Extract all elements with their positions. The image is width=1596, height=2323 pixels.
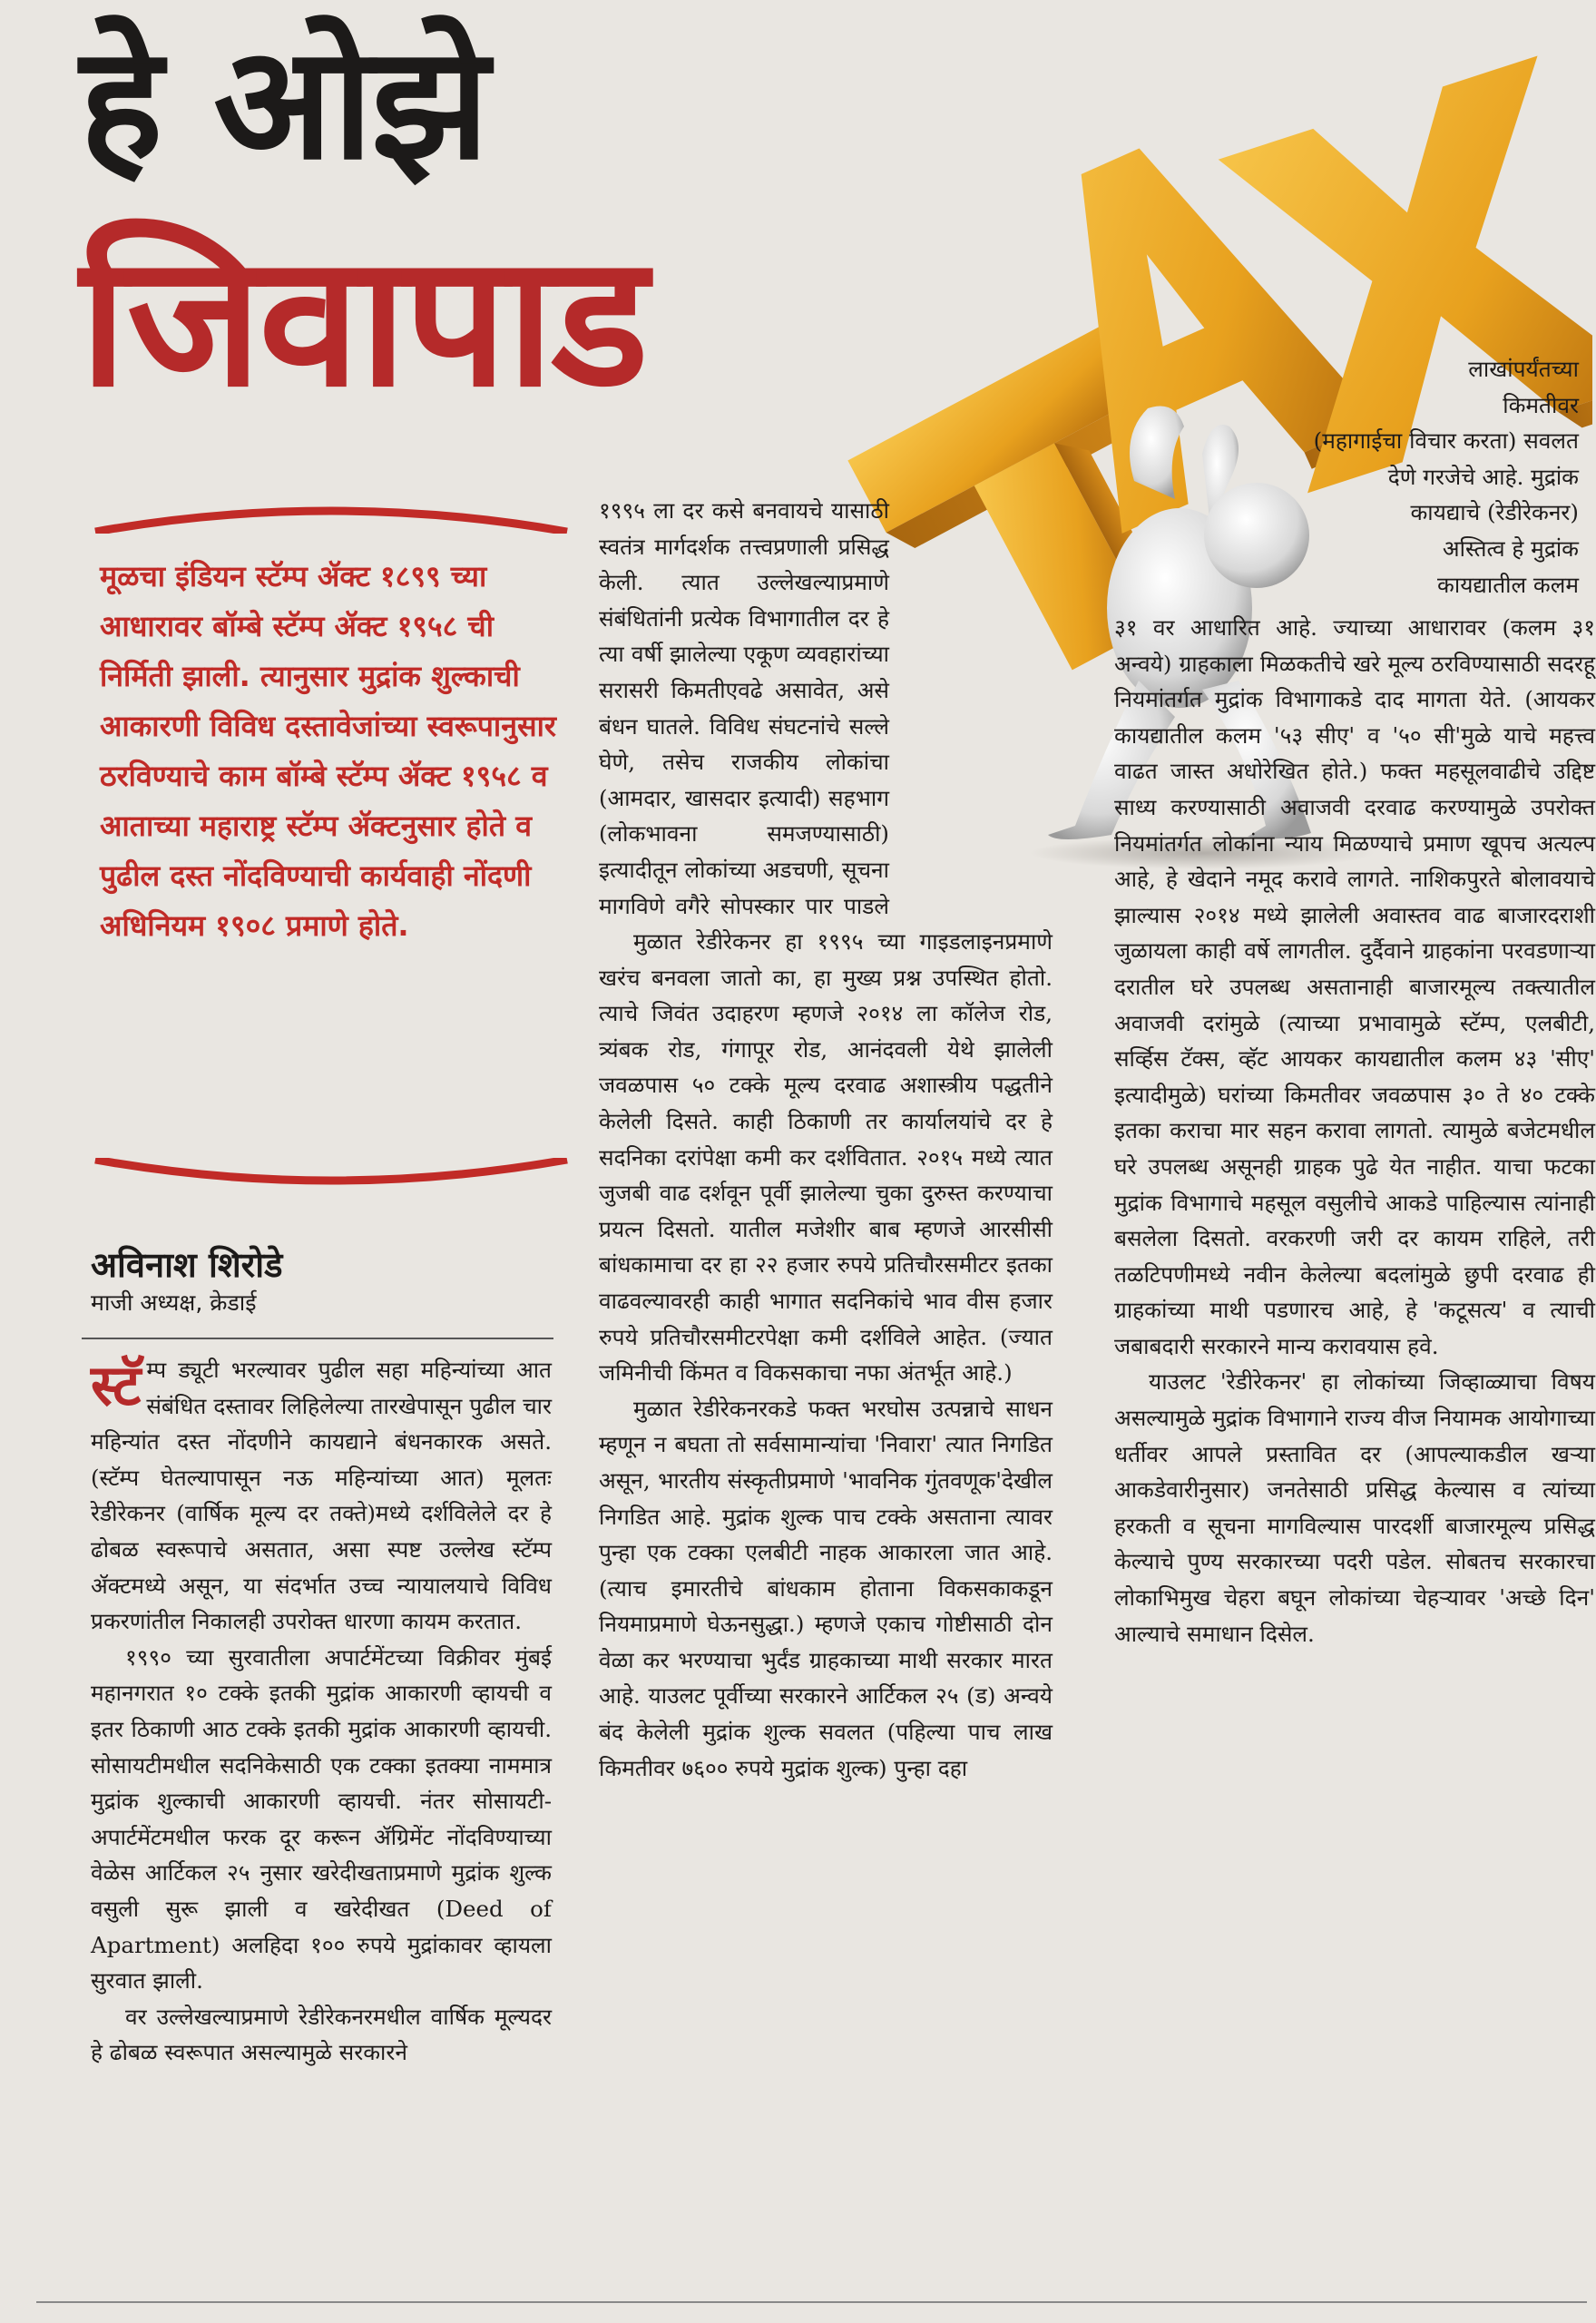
line: अस्तित्व हे मुद्रांक bbox=[1442, 534, 1579, 562]
intro-top-arc bbox=[91, 497, 572, 534]
headline-line-1: हे ओझे bbox=[80, 12, 488, 194]
column-3-top-lines bbox=[1143, 351, 1579, 603]
line: कायद्याचे (रेडीरेकनर) bbox=[1410, 499, 1579, 526]
line: (महागाईचा विचार करता) सवलत bbox=[1313, 427, 1579, 455]
line: किमतीवर bbox=[1503, 391, 1579, 418]
paragraph: मुळात रेडीरेकनरकडे फक्त भरघोस उत्पन्नाचे साधन म्हणून न बघता तो सर्वसामान्यांचा 'निवारा' त्यात निगडित असून, भारतीय संस्कृतीप्रमाणे 'भावनिक गुंतवणूक'देखील निगडित आहे. मुद्रांक शुल्क पाच टक्के असताना त्यावर पुन्हा एक टक्का एलबीटी नाहक आकारला जात आहे. (त्याच इमारतीचे बांधकाम होताना विकसकाकडून नियमाप्रमाणे घेऊनसुद्धा.) म्हणजे एकाच गोष्टीसाठी दोन वेळा कर भरण्याचा भुर्दंड ग्राहकाच्या माथी सरकार मारत आहे. याउलट पूर्वीच्या सरकारने आर्टिकल २५ (ड) अन्वये बंद केलेली मुद्रांक शुल्क सवलत (पहिल्या पाच लाख किमतीवर ७६०० रुपये मुद्रांक शुल्क) पुन्हा दहा bbox=[599, 1395, 1053, 1781]
paragraph: १९९५ ला दर कसे बनवायचे यासाठी स्वतंत्र मार्गदर्शक तत्त्वप्रणाली प्रसिद्ध केली. त्यात उल्लेखल्याप्रमाणे संबंधितांनी प्रत्येक विभागातील दर हे त्या वर्षी झालेल्या एकूण व्यवहारांच्या सरासरी किमतीएवढे असावेत, असे बंधन घातले. विविध संघटनांचे सल्ले घेणे, तसेच राजकीय लोकांचा (आमदार, खासदार इत्यादी) सहभाग (लोकभावना समजण्यासाठी) इत्यादीतून लोकांच्या अडचणी, सूचना मागविणे वगैरे सोपस्कार पार पाडले bbox=[599, 497, 889, 919]
line: लाखांपर्यंतच्या bbox=[1468, 356, 1579, 382]
article-column-1 bbox=[91, 1352, 552, 2071]
article-column-3 bbox=[1114, 610, 1595, 1652]
intro-box bbox=[91, 497, 572, 1205]
paragraph: याउलट 'रेडीरेकनर' हा लोकांच्या जिव्हाळ्याचा विषय असल्यामुळे मुद्रांक विभागाने राज्य वीज नियामक आयोगाच्या धर्तीवर आपले प्रस्तावित दर (आपल्याकडील खऱ्या आकडेवारीनुसार) जनतेसाठी प्रसिद्ध केल्यास व त्यांच्या हरकती व सूचना मागविल्यास पारदर्शी बाजारमूल्य प्रसिद्ध केल्याचे पुण्य सरकारच्या पदरी पडेल. सोबतच सरकारचा लोकाभिमुख चेहरा बघून लोकांच्या चेहऱ्यावर 'अच्छे दिन' आल्याचे समाधान दिसेल. bbox=[1114, 1368, 1595, 1647]
page-bottom-rule bbox=[36, 2301, 1587, 2303]
paragraph bbox=[91, 1352, 552, 1640]
intro-bottom-arc bbox=[91, 1158, 572, 1194]
author-name: अविनाश शिरोडे bbox=[91, 1245, 283, 1285]
intro-text: मूळचा इंडियन स्टॅम्प ॲक्ट १८९९ च्या आधारावर बॉम्बे स्टॅम्प ॲक्ट १९५८ ची निर्मिती झाली. त्यानुसार मुद्रांक शुल्काची आकारणी विविध दस्तावेजांच्या स्वरूपानुसार ठरविण्याचे काम बॉम्बे स्टॅम्प ॲक्ट १९५८ व आताच्या महाराष्ट्र स्टॅम्प ॲक्टनुसार होते व पुढील दस्त नोंदविण्याची कार्यवाही नोंदणी अधिनियम १९०८ प्रमाणे होते. bbox=[100, 559, 556, 943]
author-title: माजी अध्यक्ष, क्रेडाई bbox=[91, 1289, 257, 1316]
paragraph: १९९० च्या सुरवातीला अपार्टमेंटच्या विक्रीवर मुंबई महानगरात १० टक्के इतकी मुद्रांक आकारणी व्हायची व इतर ठिकाणी आठ टक्के इतकी मुद्रांक आकारणी व्हायची. सोसायटीमधील सदनिकेसाठी एक टक्का इतक्या नाममात्र मुद्रांक शुल्काची आकारणी व्हायची. नंतर सोसायटी-अपार्टमेंटमधील फरक दूर करून ॲग्रिमेंट नोंदविण्याच्या वेळेस आर्टिकल २५ नुसार खरेदीखताप्रमाणे मुद्रांक शुल्क वसुली सुरू झाली व खरेदीखत (Deed of Apartment) अलहिदा १०० रुपये मुद्रांकावर व्हायला सुरवात झाली. bbox=[91, 1643, 552, 1995]
paragraph-text: म्प ड्यूटी भरल्यावर पुढील सहा महिन्यांच्या आत संबंधित दस्तावर लिहिलेल्या तारखेपासून पुढील चार महिन्यांत दस्त नोंदणीने कायद्याने बंधनकारक असते. (स्टॅम्प घेतल्यापासून नऊ महिन्यांच्या आत) मूलतः रेडीरेकनर (वार्षिक मूल्य दर तक्ते)मध्ये दर्शविलेले दर हे ढोबळ स्वरूपाचे असतात, असा स्पष्ट उल्लेख स्टॅम्प ॲक्टमध्ये असून, या संदर्भात उच्च न्यायालयाचे विविध प्रकरणांतील निकालही उपरोक्त धारणा कायम करतात. bbox=[91, 1357, 552, 1635]
paragraph: मुळात रेडीरेकनर हा १९९५ च्या गाइडलाइनप्रमाणे खरंच बनवला जातो का, हा मुख्य प्रश्न उपस्थित होतो. त्याचे जिवंत उदाहरण म्हणजे २०१४ ला कॉलेज रोड, त्र्यंबक रोड, गंगापूर रोड, आनंदवली येथे झालेली जवळपास ५० टक्के मूल्य दरवाढ अशास्त्रीय पद्धतीने केलेली दिसते. काही ठिकाणी तर कार्यालयांचे दर हे सदनिका दरांपेक्षा कमी कर दर्शवितात. २०१५ मध्ये त्यात जुजबी वाढ दर्शवून पूर्वी झालेल्या चुका दुरुस्त करण्याचा प्रयत्न दिसतो. यातील मजेशीर बाब म्हणजे आरसीसी बांधकामाचा दर हा २२ हजार रुपये प्रतिचौरसमीटर इतका वाढवल्यावरही काही भागात सदनिकांचे भाव वीस हजार रुपये प्रतिचौरसमीटरपेक्षा कमी दर्शविले आहेत. (ज्यात जमिनीची किंमत व विकसकाचा नफा अंतर्भूत आहे.) bbox=[599, 928, 1053, 1387]
paragraph: ३१ वर आधारित आहे. ज्याच्या आधारावर (कलम ३१ अन्वये) ग्राहकाला मिळकतीचे खरे मूल्य ठरविण्यासाठी सदरहू नियमांतर्गत मुद्रांक विभागाकडे दाद मागता येते. (आयकर कायद्यातील कलम '५३ सीए' व '५० सी'मुळे याचे महत्त्व वाढत जास्त अधोरेखित होते.) फक्त महसूलवाढीचे उद्दिष्ट साध्य करण्यासाठी अवाजवी दरवाढ करण्यामुळे उपरोक्त नियमांतर्गत लोकांना न्याय मिळण्याचे प्रमाण खूपच अत्यल्प आहे, हे खेदाने नमूद करावे लागते. नाशिकपुरते बोलावयाचे झाल्यास २०१४ मध्ये झालेली अवास्तव वाढ बाजारदराशी जुळायला काही वर्षे लागतील. दुर्दैवाने ग्राहकांना परवडणाऱ्या दरातील घरे उपलब्ध असतानाही बाजारमूल्य तक्त्यातील अवाजवी दरांमुळे (त्याच्या प्रभावामुळे स्टॅम्प, एलबीटी, सर्व्हिस टॅक्स, व्हॅट आयकर कायद्यातील कलम ४३ 'सीए' इत्यादीमुळे) घरांच्या किमतीवर जवळपास ३० ते ४० टक्के इतका कराचा मार सहन करावा लागतो. त्यामुळे बजेटमधील घरे उपलब्ध असूनही ग्राहक पुढे येत नाहीत. याचा फटका मुद्रांक विभागाचे महसूल वसुलीचे आकडे पाहिल्यास त्यांनाही बसलेला दिसतो. वरकरणी जरी दर कायम राहिले, तरी तळटिपणीमध्ये नवीन केलेल्या बदलांमुळे छुपी दरवाढ ही ग्राहकांच्या माथी पडणारच आहे, हे 'कटूसत्य' व त्याची जबाबदारी सरकारने मान्य करावयास हवे. bbox=[1114, 614, 1595, 1359]
article-column-2 bbox=[599, 493, 1053, 1786]
author-divider bbox=[82, 1338, 553, 1339]
headline-line-2: जिवापाड bbox=[80, 216, 646, 427]
line: कायद्यातील कलम bbox=[1437, 571, 1579, 598]
paragraph: वर उल्लेखल्याप्रमाणे रेडीरेकनरमधील वार्षिक मूल्यदर हे ढोबळ स्वरूपात असल्यामुळे सरकारने bbox=[91, 2003, 552, 2066]
line: देणे गरजेचे आहे. मुद्रांक bbox=[1387, 463, 1579, 490]
author-block bbox=[91, 1243, 563, 1319]
drop-cap: स्टॅ bbox=[91, 1352, 142, 1418]
